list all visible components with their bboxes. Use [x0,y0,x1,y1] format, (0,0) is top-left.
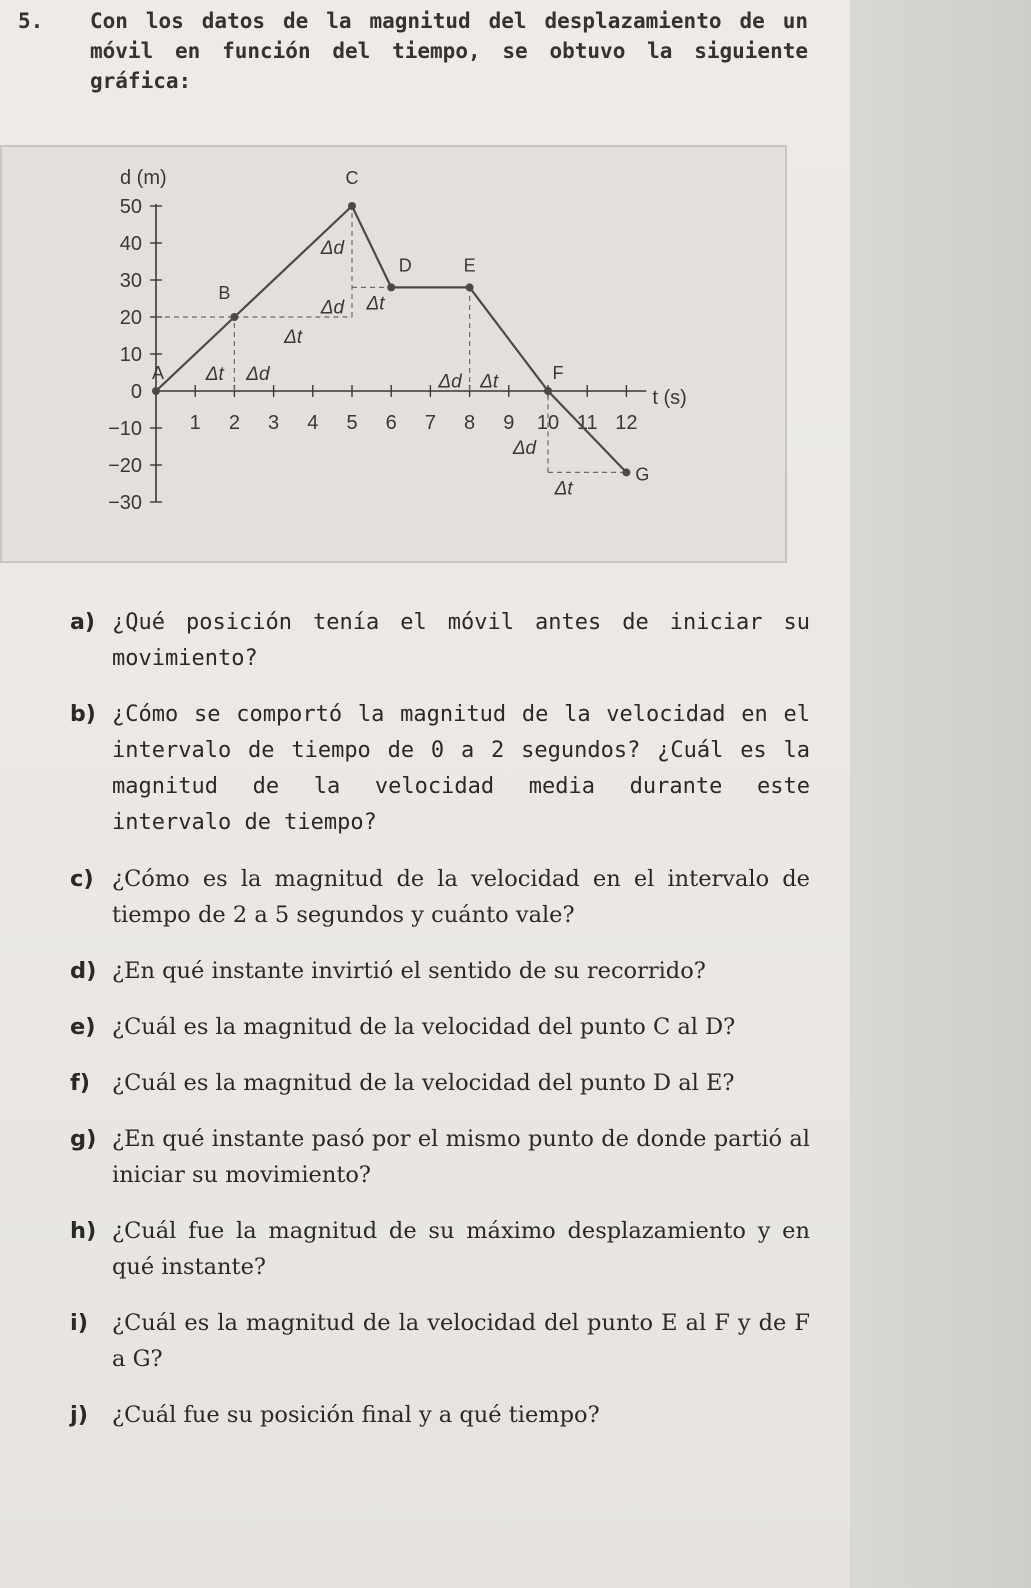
y-tick-label: −10 [108,418,142,440]
data-point-g [622,468,630,476]
delta-t-label: Δt [480,371,499,393]
delta-t-label: Δt [284,326,303,348]
delta-d-label: Δd [320,238,345,260]
question-text: ¿Cómo se comportó la magnitud de la velocidad en el intervalo de tiempo de 0 a 2 segundos? ¿Cuál es la magnitud de la velocidad media durante este intervalo de tiempo? [112,702,810,835]
displacement-time-chart [2,147,789,565]
question-text: ¿En qué instante invirtió el sentido de su recorrido? [112,958,706,984]
data-point-a [152,387,160,395]
question-letter: h) [70,1218,97,1244]
question-b [70,697,810,841]
x-tick-label: 8 [464,412,476,434]
question-i [70,1305,810,1377]
x-tick-label: 9 [503,412,515,434]
question-g [70,1121,810,1193]
chart-axes [108,196,646,514]
x-tick-label: 5 [346,412,358,434]
delta-t-label: Δt [554,478,573,500]
y-tick-label: 40 [119,233,142,255]
question-text: ¿Cómo es la magnitud de la velocidad en el intervalo de tiempo de 2 a 5 segundos y cuánto vale? [112,866,810,928]
point-label-c: C [345,168,359,188]
x-tick-label: 2 [228,412,240,434]
y-tick-label: 50 [119,196,142,218]
question-text: ¿En qué instante pasó por el mismo punto de donde partió al iniciar su movimiento? [112,1126,810,1188]
question-text: ¿Cuál es la magnitud de la velocidad del punto D al E? [112,1070,735,1096]
y-tick-label: 0 [130,381,142,403]
data-point-f [544,387,552,395]
question-j [70,1397,810,1433]
question-letter: c) [70,866,94,892]
background-margin [850,0,1031,1588]
question-list [70,605,810,1453]
delta-d-label: Δd [512,437,537,459]
x-tick-label: 3 [268,412,280,434]
question-letter: i) [70,1310,88,1336]
x-tick-label: 11 [576,412,598,434]
chart-series [152,202,630,476]
question-c [70,861,810,933]
delta-d-label: Δd [438,371,462,393]
delta-t-label: Δt [366,293,385,315]
question-text: ¿Cuál es la magnitud de la velocidad del punto E al F y de F a G? [112,1310,810,1372]
problem-statement [18,6,808,96]
question-letter: f) [70,1070,91,1096]
x-tick-label: 12 [615,412,638,434]
data-point-d [387,283,395,291]
question-letter: j) [70,1402,88,1428]
delta-d-label: Δd [246,363,270,385]
problem-number: 5. [18,9,44,33]
y-tick-label: −20 [108,455,142,477]
x-tick-label: 7 [424,412,436,434]
question-d [70,953,810,989]
data-point-e [466,283,474,291]
delta-t-label: Δt [205,363,224,385]
point-label-b: B [218,283,231,303]
question-text: ¿Cuál fue la magnitud de su máximo desplazamiento y en qué instante? [112,1218,810,1280]
y-axis-label: d (m) [120,167,167,189]
y-tick-label: 10 [119,344,142,366]
question-letter: d) [70,958,97,984]
x-axis-label: t (s) [652,387,687,409]
problem-text: Con los datos de la magnitud del desplazamiento de un móvil en función del tiempo, se obtuvo la siguiente gráfica: [90,9,808,93]
question-f [70,1065,810,1101]
chart-figure [0,145,787,563]
point-label-e: E [463,255,476,276]
question-text: ¿Cuál fue su posición final y a qué tiempo? [112,1402,600,1428]
x-tick-label: 6 [385,412,397,434]
x-tick-label: 1 [189,412,201,434]
y-tick-label: 20 [119,307,142,329]
y-tick-label: 30 [119,270,142,292]
question-letter: a) [70,610,95,635]
x-tick-label: 4 [307,412,319,434]
point-label-d: D [398,255,412,276]
data-point-c [348,202,356,210]
question-text: ¿Qué posición tenía el móvil antes de iniciar su movimiento? [112,610,810,671]
data-point-b [230,313,238,321]
question-h [70,1213,810,1285]
point-label-f: F [552,363,564,383]
x-tick-label: 10 [536,412,560,434]
question-letter: b) [70,702,96,727]
question-letter: e) [70,1014,96,1040]
y-tick-label: −30 [108,492,142,514]
delta-d-label: Δd [320,297,345,319]
question-text: ¿Cuál es la magnitud de la velocidad del punto C al D? [112,1014,736,1040]
point-label-a: A [151,363,165,383]
chart-labels [120,167,687,500]
question-letter: g) [70,1126,97,1152]
point-label-g: G [635,464,650,485]
question-a [70,605,810,677]
question-e [70,1009,810,1045]
